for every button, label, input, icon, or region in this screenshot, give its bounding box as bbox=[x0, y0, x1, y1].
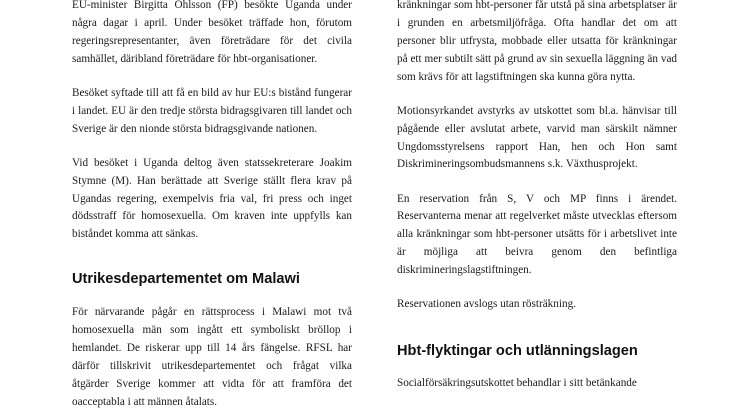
paragraph-aid-purpose: Besöket syftade till att få en bild av hur EU:s bistånd fungerar i landet. EU är den tredje största bidragsgivaren till landet och Sverige är den nionde största bidragsgivande nationen. bbox=[72, 86, 352, 135]
paragraph-malawi: För närvarande pågår en rättsprocess i Malawi mot två homosexuella män som ingått ett symboliskt bröllop i hemlandet. De riskerar upp till 14 års fängelse. RFSL har därför tillskrivit utrikesdepartementet och frågat vilka åtgärder Sverige kommer att vidta för att framföra det oacceptabla i att männen åtalats. bbox=[72, 306, 352, 408]
heading-malawi: Utrikesdepartementet om Malawi bbox=[72, 271, 300, 288]
paragraph-motion: Motionsyrkandet avstyrks av utskottet som bl.a. hänvisar till pågående eller avslutat arbete, varvid man särskilt nämner Ungdomsstyrelsens rapport Han, hen och Hon samt Diskrimineringsombudsmannens s.k. Växthusprojekt. bbox=[397, 104, 677, 171]
left-column bbox=[72, 0, 352, 419]
right-column bbox=[397, 0, 677, 409]
paragraph-workplace: kränkningar som hbt-personer får utstå på sina arbetsplatser är i grunden en arbetsmiljöfråga. Ofta handlar det om att personer blir utfrysta, mobbade eller utsatta för kränkningar på ett mer subtilt sätt på grund av sin sexuella läggning än vad som krävs för att lagstiftningen ska kunna göra nytta. bbox=[397, 0, 677, 83]
paragraph-vote: Reservationen avslogs utan rösträkning. bbox=[397, 298, 576, 311]
paragraph-reservation: En reservation från S, V och MP finns i ärendet. Reservanterna menar att regelverket måste utvecklas eftersom alla kränkningar som hbt-personer utsätts för i arbetslivet inte är möjliga att beivra genom den befintliga diskrimineringslagstiftningen. bbox=[397, 192, 677, 277]
heading-refugees: Hbt-flyktingar och utlänningslagen bbox=[397, 343, 638, 360]
paragraph-ohlsson-visit: EU-minister Birgitta Ohlsson (FP) besökte Uganda under några dagar i april. Under besöket träffade hon, förutom regeringsrepresentanter, även företrädare för det civila samhället, däribland företrädare för hbt-organisationer. bbox=[72, 0, 352, 65]
paragraph-social-committee: Socialförsäkringsutskottet behandlar i sitt betänkande bbox=[397, 377, 637, 390]
paragraph-stymne: Vid besöket i Uganda deltog även statssekreterare Joakim Stymne (M). Han berättade att Sverige ställt flera krav på Ugandas regering, exempelvis fria val, fri press och inget dödsstraff för homosexuella. Om kraven inte uppfylls kan biståndet komma att sänkas. bbox=[72, 156, 352, 241]
